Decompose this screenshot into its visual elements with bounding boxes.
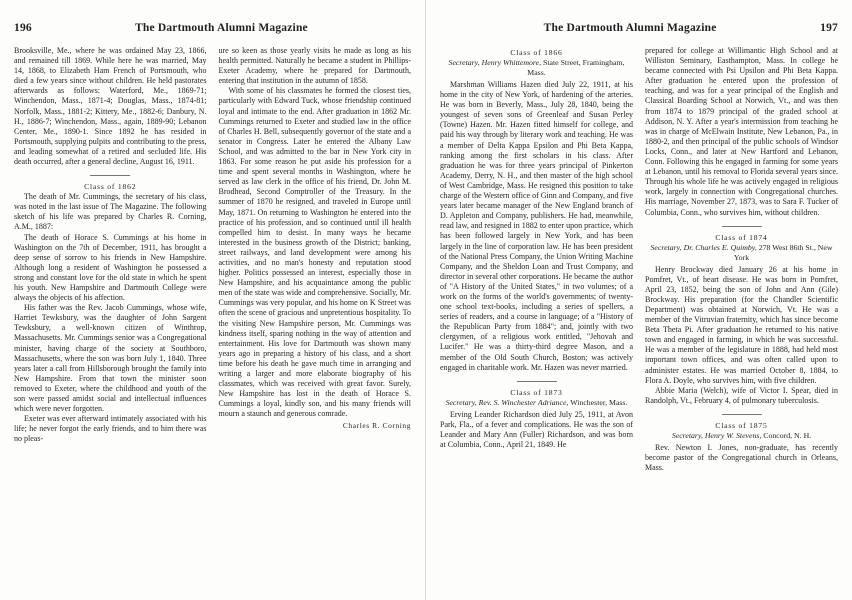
divider <box>517 381 557 382</box>
secretary-line <box>645 431 838 441</box>
paragraph: Henry Brockway died January 26 at his home in Pomfret, Vt., of heart disease. He was born in Pomfret, April 23, 1852, being the son of John and Ann (Gile) Brockway. His preparation (for the Chandler Scientific Department) was obtained at Norwich, Vt. He was a member of the Vitruvian fraternity, which has since become Beta Theta Pi. After graduation he returned to his native town and engaged in farming, in which he was successful. He was a member of the legislature in 1888, had held most important town offices, and was often called upon to administer estates. He was married October 8, 1884, to Flora A. Doyle, who survives him, with five children. <box>645 264 838 385</box>
running-head <box>14 22 411 34</box>
secretary-role: Secretary, Henry Whittemore, <box>448 58 542 67</box>
secretary-address: State Street, Framingham, Mass. <box>527 58 625 77</box>
secretary-line <box>645 243 838 263</box>
secretary-line <box>440 398 633 408</box>
signature: Charles R. Corning <box>342 421 411 431</box>
running-title: The Dartmouth Alumni Magazine <box>134 22 308 34</box>
column-1 <box>14 46 207 444</box>
page-number: 197 <box>820 22 838 34</box>
class-heading: Class of 1873 <box>510 387 563 397</box>
paragraph: With some of his classmates he formed the closest ties, particularly with Edward Tuck, whose friendship continued loyal and intimate to the end. After graduation in 1862 Mr. Cummings returned to Exeter and studied law in the office of Charles H. Bell, subsequently governor of the state and a senator in Congress. Later he entered the Albany Law School, and was admitted to the bar in New York city in 1863. For some reason he put aside his profession for a time and spent several months in Washington, where he served as law clerk in the office of his friend, Dr. John M. Brodhead, Second Comptroller of the Treasury. In the summer of 1870 he resigned, and traveled in Europe until May, 1871. On returning to Washington he entered into the practice of his profession, and so continued until ill health compelled him to desist. In many ways he became interested in the business growth of the District; banking, street railways, and land development were among his activities, and no man's honesty and reputation stood higher. Politics possessed an interest, especially those in New Hampshire, and his acquaintance among the public men of the state was wide and comprehensive. Socially, Mr. Cummings was very popular, and his home on K Street was often the scene of gracious and unpretentious hospitality. To the visiting New Hampshire person, Mr. Cummings was kindness itself, sparing nothing in the way of attention and entertainment. His love for Dartmouth was shown many years ago in preparing a history of his class, and a short time before his death he gave much time in arranging and writing a larger and more elaborate biography of his classmates, which was received with great favor. Surely, New Hampshire has lost in the death of Horace S. Cummings a loyal, kindly son, and his many friends will mourn a staunch and generous comrade. <box>218 86 411 419</box>
secretary-role: Secretary, Dr. Charles E. Quimby, <box>650 242 757 252</box>
column-2 <box>645 46 838 473</box>
paragraph: Erving Leander Richardson died July 25, 1911, at Avon Park, Fla., of a fever and complications. He was the son of Leander and Mary Ann (Fuller) Richardson, and was born at Columbia, Conn., April 21, 1849. He <box>440 409 633 449</box>
secretary-line <box>440 58 633 78</box>
secretary-address: Winchester, Mass. <box>570 397 628 407</box>
class-heading: Class of 1862 <box>84 182 137 192</box>
secretary-role: Secretary, Rev. S. Winchester Adriance, <box>445 397 569 407</box>
running-title: The Dartmouth Alumni Magazine <box>543 22 717 34</box>
paragraph: His father was the Rev. Jacob Cummings, whose wife, Harriet Tewksbury, was the daughter of John Sargent Tewksbury, a well-known citizen of Winthrop, Massachusetts. Mr. Cummings senior was a Congregational minister, having charge of the society at Southboro, Massachusetts, where the son was born July 1, 1840. Three years later a call from Hillsborough brought the family into New Hampshire. From that town the minister soon removed to Exeter, where the childhood and youth of the son were passed amidst social and intellectual influences which were never forgotten. <box>14 303 207 414</box>
paragraph: Abbie Maria (Welch), wife of Victor I. Spear, died in Randolph, Vt., February 4, of pulmonary tuberculosis. <box>645 385 838 405</box>
divider <box>722 226 762 227</box>
divider <box>722 414 762 415</box>
paragraph: Brooksville, Me., where he was ordained May 23, 1866, and remained till 1869. While here he was married, May 14, 1868, to Elizabeth Ham French of Portsmouth, who died a few years since without children. He held pastorates afterwards as follows: Waterford, Me., 1869-71; Winchendon, Mass., 1871-4; Douglas, Mass., 1874-81; Norfolk, Mass., 1881-2; Kittery, Me., 1882-6; Danbury, N. H., 1886-7; Winchendon, Mass., again, 1889-90; Lebanon Center, Me., 1890-1. Since 1892 he has resided in Portsmouth, supplying pulpits and contributing to the press, and leading somewhat of a retired and secluded life. His death occurred, after a general decline, August 16, 1911. <box>14 46 207 167</box>
column-1 <box>440 46 633 473</box>
class-heading: Class of 1866 <box>510 48 563 57</box>
paragraph: Rev. Newton I. Jones, non-graduate, has recently become pastor of the Congregational church in Orleans, Mass. <box>645 442 838 473</box>
paragraph: The death of Horace S. Cummings at his home in Washington on the 7th of December, 1911, has brought a deep sense of sorrow to his friends in New Hampshire. Although long a resident of Washington he possessed a strong and constant love for the old state in which he spent his youth. New Hampshire and Dartmouth College were always the objects of his affection. <box>14 232 207 303</box>
paragraph: The death of Mr. Cummings, the secretary of his class, was noted in the last issue of The Magazine. The following sketch of his life was prepared by Charles R. Corning, A.M., 1887: <box>14 192 207 232</box>
class-heading: Class of 1875 <box>715 420 768 430</box>
secretary-address: Concord, N. H. <box>763 430 812 440</box>
running-head <box>440 22 838 34</box>
paragraph: Marshman Williams Hazen died July 22, 1911, at his home in the city of New York, of hardening of the arteries. He was born in Beverly, Mass., July 28, 1840, being the youngest of seven sons of Greenleaf and Susan Perley (Towne) Hazen. Mr. Hazen fitted himself for college, and paid his way through by literary work and teaching. He was a member of Delta Kappa Epsilon and Phi Beta Kappa, ranking among the first scholars in his class. After graduation he was for three years principal of Pinkerton Academy, Derry, N. H., and then master of the high school of West Cambridge, Mass. He resigned this position to take charge of the Western office of Ginn and Company, and five years later became manager of the New England branch of D. Appleton and Company, publishers. He had, meanwhile, read law, and resigned in 1882 to enter upon practice, which has been followed largely in New York, and has been largely in the line of corporation law. He has been president of the National Press Company, the Union Writing Machine Company, and the Sheldon Loan and Trust Company, and director in several other corporations. He became the author of "A History of the United States," in two volumes; of a work on the forms of the world's governments; of twenty-one school text-books, including a series of spellers, a series of readers, and a course in language; of a "History of the Republican Party from 1884"; and, jointly with two clergymen, of a religious work entitled, "Jehovah and Lucifer." He was a thirty-third degree Mason, and a member of the Old South Church, Boston; was actively engaged in charitable work. Mr. Hazen was never married. <box>440 80 633 372</box>
paragraph: prepared for college at Willimantic High School and at Williston Seminary, Easthampton, Mass. In college he became connected with Psi Upsilon and Phi Beta Kappa. After graduation he entered upon the profession of teaching, and was for a year principal of the English and Classical Boarding School at Norwich, Vt., and was then from 1874 to 1879 principal of the graded school at Addison, N. Y. After a year's intermission from teaching he was in charge of McElwain Institute, New Lebanon, Pa., in 1880-2, and then principal of the public schools of Windsor Locks, Conn., and later at New Hartford and Lebanon, Conn. Following this he engaged in farming for some years at Lebanon, until his removal to Florida several years since. Through his whole life he was actively engaged in religious work, largely in connection with Congregational churches. His marriage, November 27, 1873, was to Sara F. Tucker of Columbia, Conn., who survives him, without children. <box>645 46 838 217</box>
secretary-address: 278 West 86th St., New York <box>733 242 833 262</box>
secretary-role: Secretary, Henry W. Stevens, <box>671 430 762 440</box>
paragraph: ure so keen as those yearly visits he made as long as his health permitted. Naturally he became a student in Phillips-Exeter Academy, where he prepared for Dartmouth, entering that institution in the autumn of 1858. <box>218 46 411 86</box>
class-heading: Class of 1874 <box>715 232 768 242</box>
right-page <box>426 0 852 600</box>
page-number: 196 <box>14 22 32 34</box>
column-2 <box>219 46 412 444</box>
paragraph: Exeter was ever afterward intimately associated with his life; he never forgot the early friends, and to him there was no pleas- <box>14 414 207 444</box>
divider <box>90 175 130 176</box>
